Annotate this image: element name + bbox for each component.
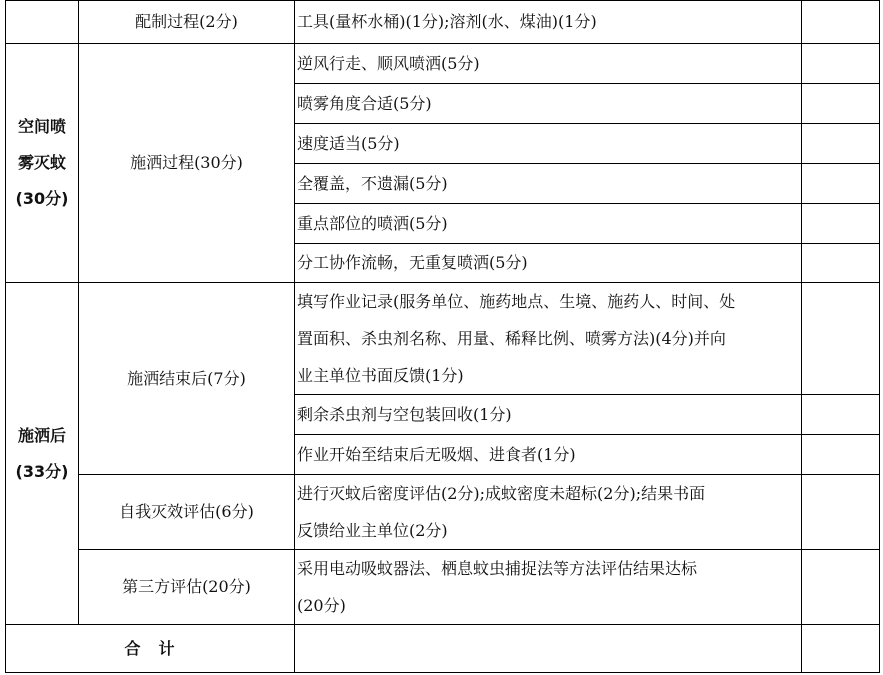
subcategory-third-party: 第三方评估(20分)	[79, 550, 295, 625]
criterion-line: 填写作业记录(服务单位、施药地点、生境、施药人、时间、处	[297, 292, 736, 311]
category-spray-line: 雾灭蚊	[17, 153, 66, 172]
score-cell	[802, 283, 880, 395]
category-after-line: (33分)	[15, 461, 69, 481]
score-cell	[802, 395, 880, 435]
criterion-line: 反馈给业主单位(2分)	[297, 521, 448, 540]
score-cell	[802, 1, 880, 44]
category-spray	[6, 44, 79, 283]
criterion-spray: 喷雾角度合适(5分)	[295, 84, 802, 124]
criterion-spray: 重点部位的喷洒(5分)	[295, 204, 802, 244]
criterion-after-end: 作业开始至结束后无吸烟、进食者(1分)	[295, 435, 802, 475]
criterion-after-end	[295, 283, 802, 395]
criterion-line: 采用电动吸蚊器法、栖息蚊虫捕捉法等方法评估结果达标	[297, 559, 698, 578]
criterion-line: 置面积、杀虫剂名称、用量、稀释比例、喷雾方法)(4分)并向	[297, 329, 726, 348]
subcategory-prep: 配制过程(2分)	[79, 1, 295, 44]
subcategory-self-eval: 自我灭效评估(6分)	[79, 475, 295, 550]
criterion-line: 业主单位书面反馈(1分)	[297, 366, 464, 385]
score-cell	[802, 44, 880, 84]
score-cell	[802, 550, 880, 625]
criterion-third-party	[295, 550, 802, 625]
score-cell	[802, 435, 880, 475]
total-label: 合 计	[6, 625, 295, 673]
score-cell	[802, 124, 880, 164]
category-spray-line: (30分)	[15, 189, 69, 208]
category-after-line: 施洒后	[17, 425, 66, 445]
table-row	[6, 475, 880, 550]
criterion-line: 进行灭蚊后密度评估(2分);成蚊密度未超标(2分);结果书面	[297, 484, 706, 503]
table-row	[6, 283, 880, 395]
category-spray-line: 空间喷	[17, 117, 66, 136]
table-row	[6, 1, 880, 44]
score-cell	[802, 475, 880, 550]
total-criterion-cell	[295, 625, 802, 673]
table-row	[6, 550, 880, 625]
score-cell	[802, 204, 880, 244]
criterion-spray: 分工协作流畅，无重复喷洒(5分)	[295, 244, 802, 283]
criterion-line: (20分)	[297, 596, 346, 615]
table-row	[6, 625, 880, 673]
category-cell-empty	[6, 1, 79, 44]
criterion-spray: 速度适当(5分)	[295, 124, 802, 164]
criterion-spray: 逆风行走、顺风喷洒(5分)	[295, 44, 802, 84]
subcategory-after-end: 施洒结束后(7分)	[79, 283, 295, 475]
table-row	[6, 44, 880, 84]
criterion-prep: 工具(量杯水桶)(1分);溶剂(水、煤油)(1分)	[295, 1, 802, 44]
total-score-cell	[802, 625, 880, 673]
scoring-table	[5, 0, 880, 673]
subcategory-spray: 施洒过程(30分)	[79, 44, 295, 283]
score-cell	[802, 84, 880, 124]
score-cell	[802, 244, 880, 283]
score-cell	[802, 164, 880, 204]
criterion-after-end: 剩余杀虫剂与空包装回收(1分)	[295, 395, 802, 435]
category-after	[6, 283, 79, 625]
criterion-self-eval	[295, 475, 802, 550]
criterion-spray: 全覆盖，不遗漏(5分)	[295, 164, 802, 204]
